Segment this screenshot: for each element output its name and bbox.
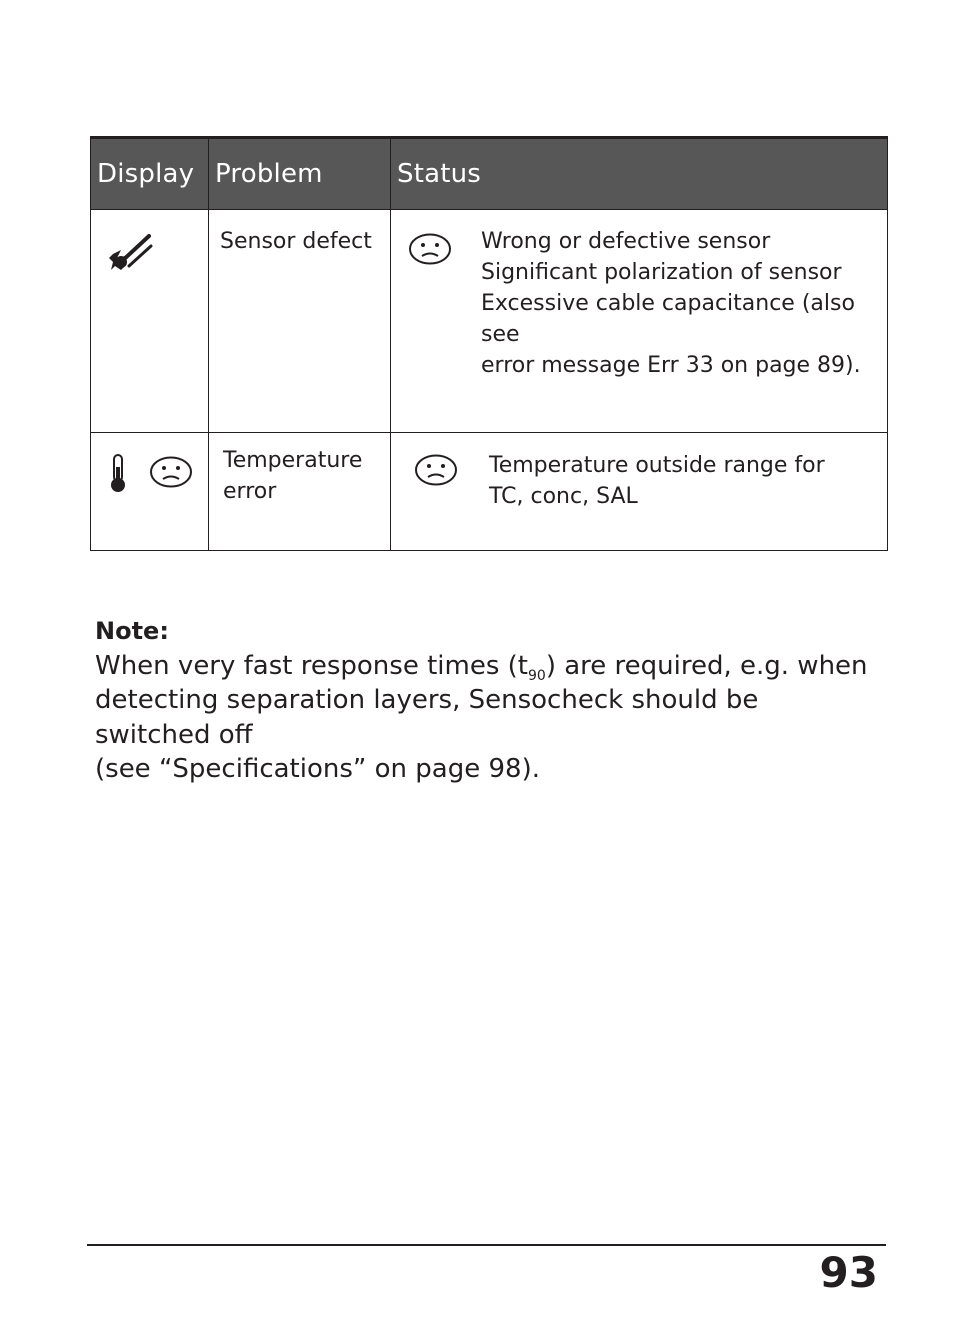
note-text: ) are required, e.g. when	[545, 650, 868, 681]
problem-cell	[209, 433, 391, 551]
note-line	[95, 649, 875, 684]
status-line: TC, conc, SAL	[489, 484, 638, 509]
note-subscript: 90	[528, 667, 546, 684]
status-text	[481, 226, 881, 381]
note-title: Note:	[95, 617, 169, 645]
footer-divider	[87, 1244, 886, 1246]
table-header-row	[91, 138, 888, 210]
sad-face-icon	[149, 455, 193, 498]
table-row	[91, 210, 888, 433]
problem-text: Sensor defect	[220, 229, 372, 254]
note-line: (see “Specifications” on page 98).	[95, 754, 540, 784]
problem-line: Temperature	[223, 448, 363, 473]
table-row	[91, 433, 888, 551]
header-status: Status	[391, 138, 888, 210]
note-text: When very fast response times (t	[95, 650, 528, 681]
display-cell	[91, 210, 209, 433]
error-table-wrapper	[90, 136, 887, 528]
sad-face-icon	[414, 453, 458, 496]
sad-face-icon	[408, 232, 452, 275]
problem-line: error	[223, 479, 277, 504]
status-line: Temperature outside range for	[489, 453, 825, 478]
header-display: Display	[91, 138, 209, 210]
note-line: detecting separation layers, Sensocheck should be switched off	[95, 685, 759, 750]
display-cell	[91, 433, 209, 551]
status-line: Significant polarization of sensor	[481, 260, 842, 285]
thermometer-icon	[109, 453, 127, 502]
status-line: error message Err 33 on page 89).	[481, 353, 861, 378]
error-table	[90, 136, 888, 551]
status-line: Excessive cable capacitance (also see	[481, 291, 855, 347]
header-problem: Problem	[209, 138, 391, 210]
sensor-defect-icon	[107, 232, 153, 283]
page-number: 93	[819, 1248, 878, 1297]
note-block	[95, 614, 875, 787]
status-text	[489, 450, 889, 512]
status-cell	[391, 210, 888, 433]
status-cell	[391, 433, 888, 551]
problem-cell	[209, 210, 391, 433]
status-line: Wrong or defective sensor	[481, 229, 771, 254]
